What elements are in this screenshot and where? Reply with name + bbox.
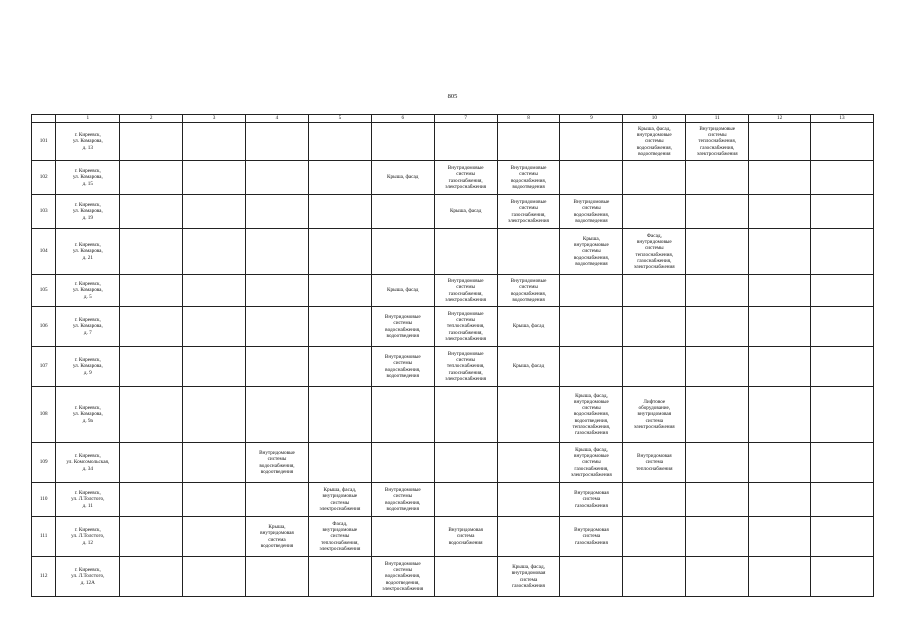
- work-cell: [434, 195, 497, 229]
- work-cell: [371, 483, 434, 517]
- work-cell: [120, 517, 183, 557]
- work-text: Крыша, фасад, внутридомовые системы водоснабжения, водоотведения: [636, 126, 672, 157]
- work-text: Крыша, фасад: [449, 208, 482, 215]
- page-number: 805: [447, 93, 458, 100]
- work-cell: [560, 347, 623, 387]
- work-cell: [183, 123, 246, 161]
- work-cell: [371, 123, 434, 161]
- work-cell: [183, 229, 246, 275]
- work-cell: [497, 557, 560, 597]
- work-cell: [686, 123, 749, 161]
- work-cell: [183, 307, 246, 347]
- work-cell: [686, 557, 749, 597]
- address-text: г. Киреевск, ул. Комарова, д. 9: [72, 357, 103, 376]
- work-cell: [686, 347, 749, 387]
- work-cell: [434, 229, 497, 275]
- table-row: [32, 483, 874, 517]
- work-text: Внутридомовые системы водоснабжения, водоотведения, электроснабжения: [382, 561, 424, 592]
- address-cell: [56, 229, 120, 275]
- address-cell: [56, 123, 120, 161]
- work-cell: [560, 557, 623, 597]
- header-cell-blank: [32, 115, 56, 123]
- row-number: 103: [32, 195, 56, 229]
- address-cell: [56, 161, 120, 195]
- work-cell: [120, 483, 183, 517]
- table-body: [32, 123, 874, 597]
- work-text: Внутридомовые системы водоснабжения, водоотведения: [384, 487, 421, 512]
- work-text: Крыша, фасад: [512, 323, 545, 330]
- address-cell: [56, 517, 120, 557]
- work-text: Крыша, фасад, внутридомовые системы электроснабжения: [319, 487, 361, 512]
- work-cell: [749, 443, 811, 483]
- work-cell: [246, 483, 309, 517]
- row-number: 105: [32, 275, 56, 307]
- work-cell: [811, 307, 874, 347]
- work-cell: [434, 443, 497, 483]
- work-text: Фасад, внутридомовые системы теплоснабжения, электроснабжения: [319, 521, 361, 552]
- address-text: г. Киреевск, ул. Комарова, д. 5: [72, 281, 103, 300]
- address-cell: [56, 443, 120, 483]
- work-cell: [560, 307, 623, 347]
- header-cell: 9: [560, 115, 623, 123]
- work-cell: [371, 557, 434, 597]
- work-cell: [120, 161, 183, 195]
- work-cell: [183, 517, 246, 557]
- work-cell: [623, 347, 686, 387]
- work-cell: [560, 483, 623, 517]
- work-cell: [183, 387, 246, 443]
- row-number: 101: [32, 123, 56, 161]
- work-cell: [120, 347, 183, 387]
- work-cell: [246, 347, 309, 387]
- work-cell: [497, 161, 560, 195]
- work-cell: [811, 517, 874, 557]
- work-cell: [246, 229, 309, 275]
- work-cell: [434, 275, 497, 307]
- work-text: Крыша, фасад, внутридомовые системы газоснабжения, электроснабжения: [571, 447, 612, 478]
- work-cell: [371, 161, 434, 195]
- work-cell: [811, 387, 874, 443]
- work-cell: [434, 483, 497, 517]
- work-cell: [434, 517, 497, 557]
- work-text: Внутридомовые системы теплоснабжения, газоснабжения, электроснабжения: [445, 351, 487, 382]
- work-text: Крыша, внутридомовая система водоотведения: [260, 524, 294, 549]
- work-cell: [686, 307, 749, 347]
- work-cell: [497, 229, 560, 275]
- work-cell: [183, 275, 246, 307]
- work-cell: [686, 229, 749, 275]
- header-cell: 2: [120, 115, 183, 123]
- work-text: Крыша, внутридомовые системы водоснабжения, водоотведения: [573, 236, 610, 267]
- work-cell: [623, 307, 686, 347]
- address-cell: [56, 307, 120, 347]
- header-cell: 3: [183, 115, 246, 123]
- work-cell: [120, 229, 183, 275]
- header-row: [32, 115, 874, 123]
- row-number: 108: [32, 387, 56, 443]
- header-cell: 5: [308, 115, 371, 123]
- address-cell: [56, 347, 120, 387]
- address-text: г. Киреевск, ул. Л.Толстого, д. 12: [71, 527, 105, 546]
- work-cell: [308, 443, 371, 483]
- table-row: [32, 347, 874, 387]
- row-number: 112: [32, 557, 56, 597]
- work-cell: [560, 229, 623, 275]
- work-cell: [497, 123, 560, 161]
- address-cell: [56, 195, 120, 229]
- address-text: г. Киреевск, ул. Комарова, д. 7: [72, 317, 103, 336]
- table-row: [32, 557, 874, 597]
- work-cell: [623, 483, 686, 517]
- work-cell: [560, 517, 623, 557]
- work-cell: [497, 443, 560, 483]
- work-cell: [749, 229, 811, 275]
- work-cell: [811, 195, 874, 229]
- header-cell: 7: [434, 115, 497, 123]
- work-cell: [371, 443, 434, 483]
- table-row: [32, 229, 874, 275]
- work-cell: [497, 517, 560, 557]
- work-cell: [497, 195, 560, 229]
- work-cell: [623, 161, 686, 195]
- work-text: Внутридомовая система теплоснабжения: [636, 453, 673, 472]
- header-cell: 1: [56, 115, 120, 123]
- work-cell: [308, 483, 371, 517]
- work-cell: [497, 347, 560, 387]
- row-number: 107: [32, 347, 56, 387]
- work-cell: [623, 229, 686, 275]
- work-cell: [749, 483, 811, 517]
- work-cell: [686, 387, 749, 443]
- work-cell: [308, 123, 371, 161]
- header-cell: 10: [623, 115, 686, 123]
- work-cell: [811, 443, 874, 483]
- work-cell: [183, 483, 246, 517]
- address-cell: [56, 387, 120, 443]
- work-cell: [434, 307, 497, 347]
- work-cell: [623, 195, 686, 229]
- work-cell: [371, 275, 434, 307]
- work-cell: [497, 483, 560, 517]
- header-cell: 4: [246, 115, 309, 123]
- work-cell: [434, 557, 497, 597]
- table-row: [32, 307, 874, 347]
- work-text: Крыша, фасад: [512, 363, 545, 370]
- table-row: [32, 123, 874, 161]
- work-cell: [371, 307, 434, 347]
- work-text: Внутридомовые системы теплоснабжения, газоснабжения, электроснабжения: [445, 311, 487, 342]
- work-cell: [497, 275, 560, 307]
- work-cell: [183, 161, 246, 195]
- work-cell: [308, 387, 371, 443]
- header-cell: 8: [497, 115, 560, 123]
- address-text: г. Киреевск, ул. Комарова, д. 21: [72, 242, 103, 261]
- table-row: [32, 195, 874, 229]
- work-cell: [434, 347, 497, 387]
- address-text: г. Киреевск, ул. Л.Толстого, д. 12А: [71, 567, 105, 586]
- work-cell: [811, 229, 874, 275]
- work-cell: [497, 387, 560, 443]
- work-cell: [623, 443, 686, 483]
- table-row: [32, 517, 874, 557]
- work-cell: [811, 275, 874, 307]
- work-cell: [749, 387, 811, 443]
- header-cell: 6: [371, 115, 434, 123]
- work-cell: [120, 275, 183, 307]
- work-cell: [686, 517, 749, 557]
- work-cell: [560, 161, 623, 195]
- work-cell: [749, 161, 811, 195]
- table-row: [32, 161, 874, 195]
- work-text: Внутридомовые системы водоснабжения, водоотведения: [384, 354, 421, 379]
- work-text: Внутридомовая система водоснабжения: [448, 527, 483, 546]
- work-cell: [749, 557, 811, 597]
- work-cell: [120, 387, 183, 443]
- work-text: Крыша, фасад, внутридомовые системы водоснабжения, водоотведения, теплоснабжения, газоснабжения: [572, 393, 611, 436]
- work-cell: [434, 123, 497, 161]
- work-cell: [246, 195, 309, 229]
- work-cell: [686, 443, 749, 483]
- row-number: 110: [32, 483, 56, 517]
- work-text: Крыша, фасад, внутридомовая система газоснабжения: [511, 564, 546, 589]
- work-text: Крыша, фасад: [387, 287, 419, 294]
- work-cell: [623, 557, 686, 597]
- work-cell: [560, 275, 623, 307]
- address-cell: [56, 557, 120, 597]
- work-cell: [246, 557, 309, 597]
- repair-schedule-table: [31, 114, 874, 597]
- work-text: Внутридомовые системы водоснабжения, водоотведения: [510, 165, 547, 190]
- work-cell: [246, 275, 309, 307]
- work-cell: [560, 195, 623, 229]
- work-cell: [686, 483, 749, 517]
- work-cell: [371, 195, 434, 229]
- row-number: 111: [32, 517, 56, 557]
- work-cell: [749, 307, 811, 347]
- work-cell: [246, 307, 309, 347]
- work-cell: [371, 347, 434, 387]
- work-cell: [371, 387, 434, 443]
- work-cell: [308, 307, 371, 347]
- work-cell: [246, 161, 309, 195]
- work-text: Внутридомовые системы газоснабжения, электроснабжения: [508, 199, 549, 224]
- table-row: [32, 387, 874, 443]
- address-text: г. Киреевск, ул. Л.Толстого, д. 11: [71, 490, 105, 509]
- work-cell: [120, 443, 183, 483]
- work-cell: [560, 123, 623, 161]
- address-text: г. Киреевск, ул. Комарова, д. 19: [72, 202, 103, 221]
- header-cell: 11: [686, 115, 749, 123]
- work-cell: [120, 557, 183, 597]
- work-cell: [749, 195, 811, 229]
- header-cell: 12: [749, 115, 811, 123]
- work-text: Фасад, внутридомовые системы теплоснабжения, газоснабжения, электроснабжения: [633, 233, 675, 270]
- row-number: 106: [32, 307, 56, 347]
- work-text: Внутридомовые системы водоснабжения, водоотведения: [259, 450, 295, 475]
- work-cell: [811, 483, 874, 517]
- work-cell: [308, 557, 371, 597]
- header-cell: 13: [811, 115, 874, 123]
- work-cell: [560, 387, 623, 443]
- work-cell: [686, 195, 749, 229]
- work-cell: [183, 443, 246, 483]
- work-cell: [623, 275, 686, 307]
- work-cell: [308, 195, 371, 229]
- work-cell: [686, 161, 749, 195]
- work-cell: [811, 347, 874, 387]
- work-text: Внутридомовые системы водоснабжения, водоотведения: [510, 278, 547, 303]
- work-cell: [686, 275, 749, 307]
- work-text: Внутридомовая система газоснабжения: [574, 490, 609, 509]
- address-text: г. Киреевск, ул. Комарова, д. 9а: [72, 405, 103, 424]
- work-cell: [811, 161, 874, 195]
- table-row: [32, 443, 874, 483]
- address-text: г. Киреевск, ул. Комарова, д. 15: [72, 168, 103, 187]
- row-number: 109: [32, 443, 56, 483]
- address-cell: [56, 275, 120, 307]
- address-text: г. Киреевск, ул. Комарова, д. 13: [72, 132, 103, 151]
- work-cell: [497, 307, 560, 347]
- work-cell: [749, 347, 811, 387]
- work-cell: [749, 275, 811, 307]
- work-cell: [371, 229, 434, 275]
- work-cell: [120, 195, 183, 229]
- work-text: Крыша, фасад: [387, 174, 419, 181]
- work-cell: [623, 517, 686, 557]
- work-cell: [308, 275, 371, 307]
- table-row: [32, 275, 874, 307]
- work-cell: [308, 517, 371, 557]
- work-text: Внутридомовые системы газоснабжения, электроснабжения: [445, 278, 487, 303]
- work-cell: [308, 229, 371, 275]
- row-number: 104: [32, 229, 56, 275]
- work-cell: [434, 387, 497, 443]
- work-text: Лифтовое оборудование, внутридомовая система электроснабжения: [633, 399, 675, 430]
- work-cell: [811, 123, 874, 161]
- work-cell: [308, 347, 371, 387]
- work-cell: [308, 161, 371, 195]
- work-cell: [811, 557, 874, 597]
- work-cell: [183, 347, 246, 387]
- work-cell: [246, 123, 309, 161]
- work-text: Внутридомовые системы водоснабжения, водоотведения: [573, 199, 610, 224]
- work-cell: [183, 195, 246, 229]
- work-text: Внутридомовые системы теплоснабжения, газоснабжения, электроснабжения: [696, 126, 738, 157]
- work-cell: [623, 123, 686, 161]
- work-cell: [434, 161, 497, 195]
- work-cell: [246, 387, 309, 443]
- work-text: Внутридомовая система газоснабжения: [574, 527, 609, 546]
- work-cell: [120, 307, 183, 347]
- work-cell: [560, 443, 623, 483]
- work-text: Внутридомовые системы газоснабжения, электроснабжения: [445, 165, 487, 190]
- work-cell: [246, 443, 309, 483]
- work-cell: [183, 557, 246, 597]
- work-cell: [749, 123, 811, 161]
- work-cell: [371, 517, 434, 557]
- work-cell: [749, 517, 811, 557]
- row-number: 102: [32, 161, 56, 195]
- work-text: Внутридомовые системы водоснабжения, водоотведения: [384, 314, 421, 339]
- work-cell: [623, 387, 686, 443]
- address-text: г. Киреевск, ул. Комсомольская, д. 34: [66, 453, 110, 472]
- address-cell: [56, 483, 120, 517]
- work-cell: [120, 123, 183, 161]
- work-cell: [246, 517, 309, 557]
